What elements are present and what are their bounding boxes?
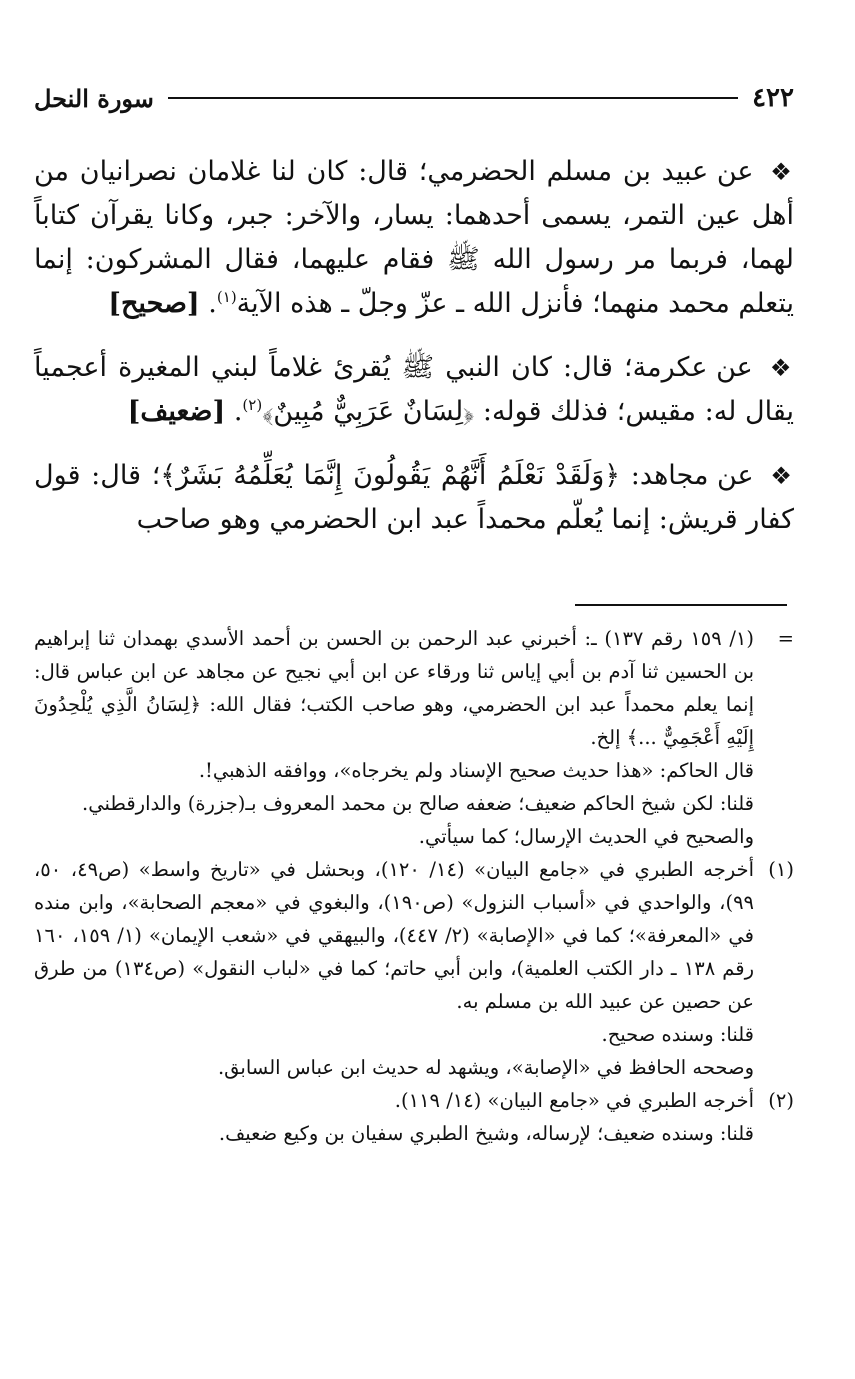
grade-label: [ضعيف] (127, 396, 226, 427)
bullet-icon: ❖ (770, 158, 794, 186)
bullet-icon: ❖ (769, 354, 794, 382)
footnote-2 (34, 1084, 794, 1150)
footnote-paragraph: والصحيح في الحديث الإرسال؛ كما سيأتي. (418, 825, 754, 848)
footnote-continuation (34, 622, 794, 853)
footnote-ref: (٢) (242, 396, 263, 414)
header-rule (168, 97, 738, 99)
footnote-paragraph: قال الحاكم: «هذا حديث صحيح الإسناد ولم يخرجاه»، ووافقه الذهبي!. (198, 759, 754, 782)
footnote-marker: (١) (768, 858, 794, 881)
footnote-paragraph: قلنا: لكن شيخ الحاكم ضعيف؛ ضعفه صالح بن محمد المعروف بـ(جزرة) والدارقطني. (82, 792, 754, 815)
hadith-end: . (208, 288, 217, 319)
footnote-paragraph: وصححه الحافظ في «الإصابة»، ويشهد له حديث ابن عباس السابق. (217, 1056, 754, 1079)
footnote-paragraph: أخرجه الطبري في «جامع البيان» (١٤/ ١٢٠)، وبحشل في «تاريخ واسط» (ص٤٩، ٥٠، ٩٩)، والواحدي في «أسباب النزول» (ص١٩٠)، والبغوي في «معجم الصحابة»، وابن منده في «المعرفة»؛ كما في «الإصابة» (٢/ ٤٤٧)، والبيهقي في «شعب الإيمان» (١/ ١٥٩، ١٦٠ رقم ١٣٨ ـ دار الكتب العلمية)، وابن أبي حاتم؛ كما في «لباب النقول» (ص١٣٤) من طرق عن حصين عن عبيد الله بن مسلم به. (34, 858, 755, 1013)
footnote-separator (575, 604, 787, 606)
hadith-2 (34, 346, 794, 434)
footnote-marker: (٢) (768, 1089, 794, 1112)
footnote-paragraph: (١/ ١٥٩ رقم ١٣٧) ـ: أخبرني عبد الرحمن بن الحسن بن أحمد الأسدي بهمدان ثنا إبراهيم بن الحسين ثنا آدم بن أبي إياس ثنا ورقاء عن ابن أبي نجيح عن مجاهد عن ابن عباس قال: إنما يعلم محمداً عبد ابن الحضرمي، وهو صاحب الكتب؛ فقال الله: ﴿لِسَانُ الَّذِي يُلْحِدُونَ إِلَيْهِ أَعْجَمِيٌّ ...﴾ إلخ. (34, 627, 754, 749)
page-header (34, 78, 794, 118)
footnote-paragraph: قلنا: وسنده ضعيف؛ لإرساله، وشيخ الطبري سفيان بن وكيع ضعيف. (218, 1122, 754, 1145)
footnote-paragraph: قلنا: وسنده صحيح. (601, 1023, 754, 1046)
grade-label: [صحيح] (108, 288, 200, 319)
footnote-ref: (١) (216, 288, 237, 306)
hadith-text: عن مجاهد: ﴿وَلَقَدْ نَعْلَمُ أَنَّهُمْ يَقُولُونَ إِنَّمَا يُعَلِّمُهُ بَشَرٌ﴾؛ قال: قول كفار قريش: إنما يُعلّم محمداً عبد ابن الحضرمي وهو صاحب (34, 460, 794, 535)
continuation-marker: = (777, 627, 794, 650)
bullet-icon: ❖ (770, 462, 795, 490)
footnote-paragraph: أخرجه الطبري في «جامع البيان» (١٤/ ١١٩). (394, 1089, 754, 1112)
footnotes (34, 622, 794, 1150)
main-text (34, 150, 794, 562)
page-number: ٤٢٢ (752, 83, 794, 113)
hadith-text: عن عبيد بن مسلم الحضرمي؛ قال: كان لنا غلامان نصرانيان من أهل عين التمر، يسمى أحدهما: يسار، والآخر: جبر، وكانا يقرآن كتاباً لهما، فربما مر رسول الله ﷺ فقام عليهما، فقال المشركون: إنما يتعلم محمد منهما؛ فأنزل الله ـ عزّ وجلّ ـ هذه الآية (34, 156, 794, 319)
hadith-end: . (233, 396, 243, 427)
hadith-text: عن عكرمة؛ قال: كان النبي ﷺ يُقرئ غلاماً لبني المغيرة أعجمياً يقال له: مقيس؛ فذلك قوله: ﴿لِسَانٌ عَرَبِيٌّ مُبِينٌ﴾ (34, 352, 794, 427)
surah-title: سورة النحل (34, 83, 154, 113)
footnote-1 (34, 853, 794, 1084)
hadith-3 (34, 454, 794, 542)
hadith-1 (34, 150, 794, 326)
